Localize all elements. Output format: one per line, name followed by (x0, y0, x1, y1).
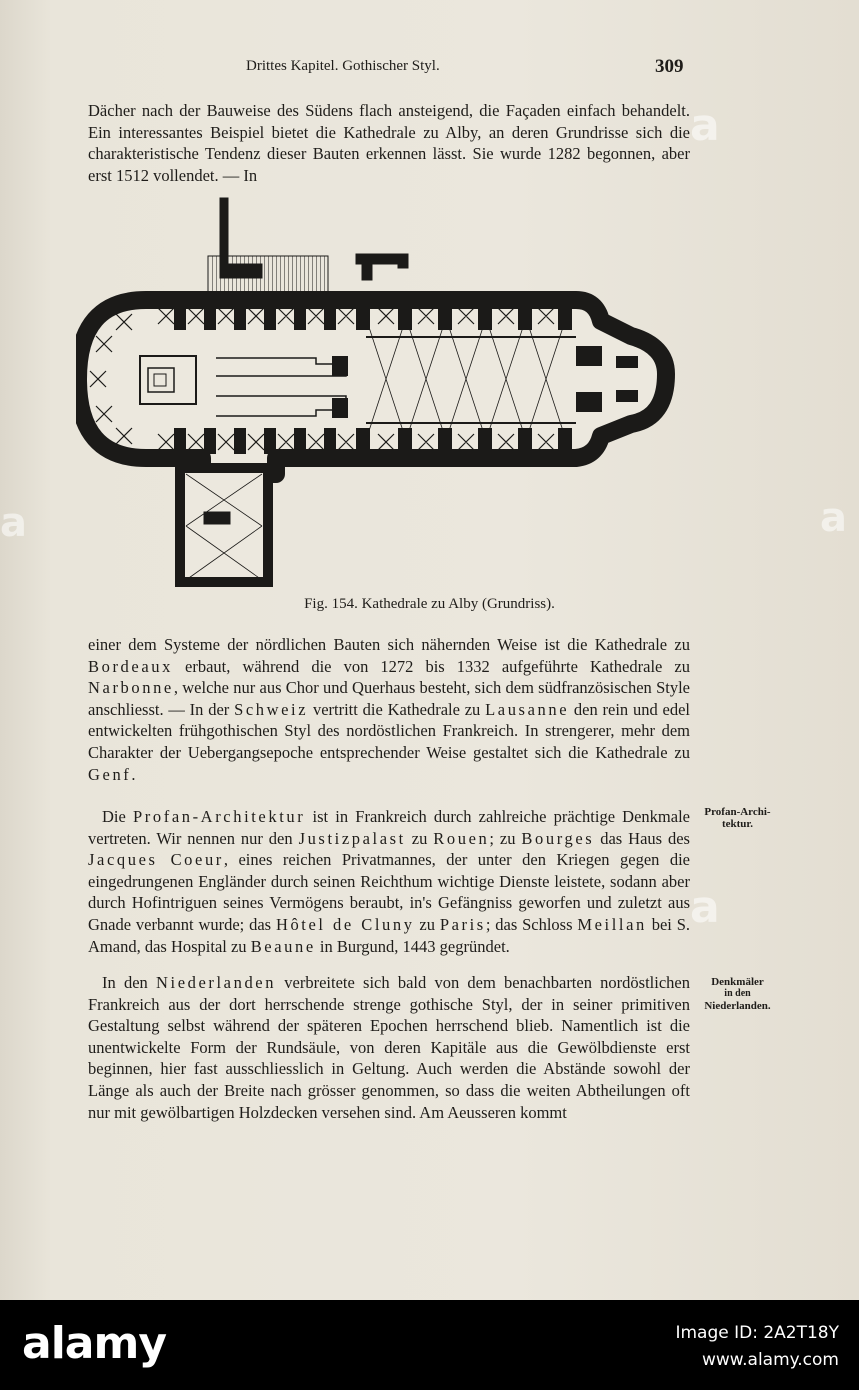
porch-pier (362, 254, 372, 280)
watermark-a3-icon: a (690, 882, 720, 933)
paragraph-intro: Dächer nach der Bauweise des Südens flach ansteigend, die Façaden einfach behandelt. Ein interessantes Beispiel bietet die Kathedrale zu Alby, an deren Grundrisse sich die charakteristische Tendenz dieser Bauten erkennen lässt. Sie wurde 1282 begonnen, aber erst 1512 vollendet. — In (88, 101, 690, 185)
porch-pier-right (398, 254, 408, 268)
cathedral-floor-plan-figure (76, 196, 676, 591)
page-number: 309 (655, 56, 684, 77)
margin-note-niederlanden: Denkmäler in den Niederlanden. (704, 976, 771, 1012)
nave-edge-top (366, 336, 576, 338)
annex-pier (204, 512, 230, 524)
watermark-a-icon: a (690, 100, 720, 151)
porch-hatch (208, 256, 328, 292)
figure-caption: Fig. 154. Kathedrale zu Alby (Grundriss). (304, 596, 555, 612)
alamy-logo: alamy (22, 1318, 166, 1369)
stock-info: Image ID: 2A2T18Y www.alamy.com (675, 1323, 839, 1370)
rood-screen-s (332, 398, 348, 418)
watermark-alamy-icon: a (0, 500, 27, 546)
stock-footer-bar (0, 1300, 859, 1390)
margin-note-profan: Profan-Archi- tektur. (704, 806, 771, 830)
annex-walls (180, 468, 268, 582)
nave-edge-bottom (366, 422, 576, 424)
paragraph-bordeaux: einer dem Systeme der nördlichen Bauten sich nähernden Weise ist die Kathedrale zu Bordeaux erbaut, während die von 1272 bis 1332 aufgeführte Kathedrale zu Narbonne, welche nur aus Chor und Querhaus besteht, sich dem südfranzösischen Style anschliesst. — In der Schweiz vertritt die Kathedrale zu Lausanne den rein und edel entwickelten frühgothischen Styl des nordöstlichen Frankreich. In strengerer, mehr dem Charakter der Uebergangsepoche entsprechender Weise gestaltet sich die Kathedrale zu Genf. (88, 635, 690, 784)
paragraph-niederlanden: In den Niederlanden verbreitete sich bald von dem benachbarten nordöstlichen Frankreich aus der dort herrschende strenge gothische Styl, der in seiner primitiven Gestaltung selbst während der späteren Epochen herrschend blieb. Namentlich ist die unentwickelte Form der Rundsäule, von deren Kapitäle aus die Gewölbdienste erst beginnen, hier fast ausschliesslich in Geltung. Auch werden die Abstände sowohl der Länge als auch der Breite nach grösser genommen, so dass die weiten Abtheilungen oft nur mit gewölbartigen Holzdecken versehen sind. Am Aeusseren kommt (88, 973, 690, 1122)
outer-walls (78, 300, 666, 474)
watermark-a2-icon: a (820, 495, 847, 541)
paragraph-profan-architektur: Die Profan-Architektur ist in Frankreich durch zahlreiche prächtige Denkmale vertreten. Wir nennen nur den Justizpalast zu Rouen; zu Bourges das Haus des Jacques Coeur, eines reichen Privatmannes, der unter den Kriegen gegen die eingedrungenen Engländer durch seinen Reichthum wichtige Dienste leistete, sodann aber durch Hofintriguen seines Vermögens beraubt, in's Gefängniss geworfen und zuletzt aus Gnade verbannt wurde; das Hôtel de Cluny zu Paris; das Schloss Meillan bei S. Amand, das Hospital zu Beaune in Burgund, 1443 gegründet. (88, 807, 691, 956)
rood-screen-n (332, 356, 348, 376)
running-title: Drittes Kapitel. Gothischer Styl. (246, 58, 440, 74)
